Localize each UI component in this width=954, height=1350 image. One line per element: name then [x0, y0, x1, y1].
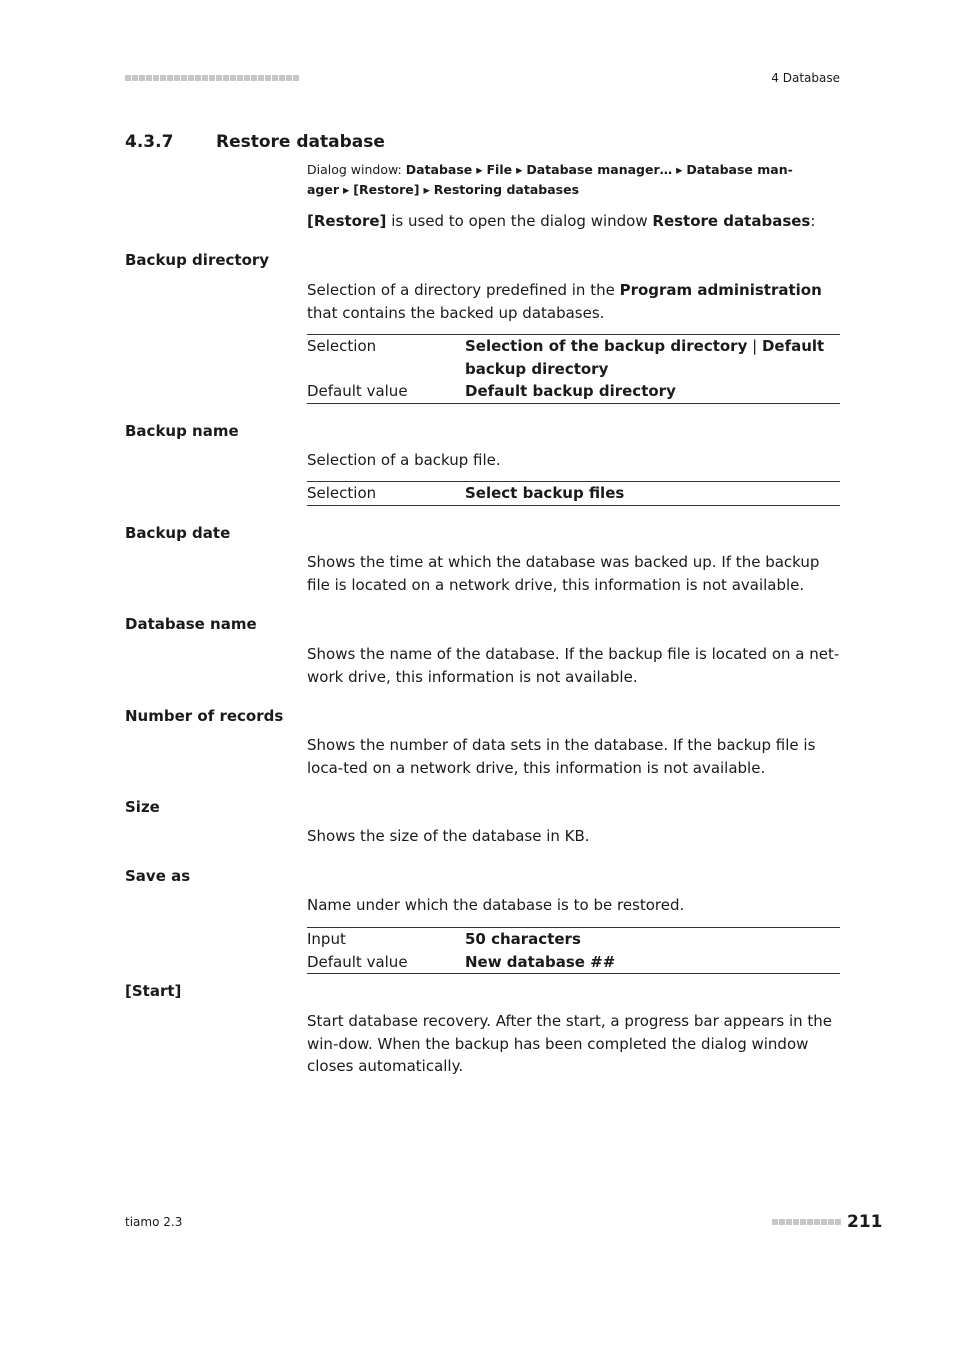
- arrow-icon: ▸: [476, 162, 483, 177]
- page-number: 211: [847, 1212, 883, 1232]
- param-save-as-table: [307, 927, 840, 974]
- param-number-of-records-desc: Shows the number of data sets in the database. If the backup file is loca-ted on a network drive, this information is not available.: [307, 736, 816, 777]
- param-backup-directory-desc: Selection of a directory predefined in the Program administration that contains the backed up databases.: [307, 281, 822, 322]
- param-start-desc: Start database recovery. After the start, a progress bar appears in the win-dow. When the backup has been completed the dialog window closes automatically.: [307, 1012, 832, 1075]
- path-restore: [Restore]: [353, 182, 420, 197]
- param-backup-name: Backup name: [125, 422, 239, 440]
- footer-product: tiamo 2.3: [125, 1215, 183, 1229]
- param-start: [Start]: [125, 982, 182, 1000]
- header-decoration: [125, 75, 299, 81]
- path-database-manager-window-a: Database man-: [686, 162, 793, 177]
- param-backup-date: Backup date: [125, 524, 231, 542]
- param-save-as: Save as: [125, 867, 191, 885]
- table-row: Selection Select backup files: [307, 484, 625, 502]
- section-number: 4.3.7: [125, 132, 174, 152]
- section-title: Restore database: [216, 132, 385, 152]
- path-file: File: [486, 162, 513, 177]
- restore-button-ref: [Restore]: [307, 212, 387, 230]
- table-row: Default value Default backup directory: [307, 382, 676, 400]
- param-database-name-desc: Shows the name of the database. If the backup file is located on a net-work drive, this information is not available.: [307, 645, 840, 686]
- intro-text: [Restore] is used to open the dialog window Restore databases:: [307, 212, 816, 230]
- param-backup-name-table: [307, 481, 840, 506]
- table-row: Selection Selection of the backup directory | Default backup directory: [307, 337, 825, 378]
- dialog-ref: Restore databases: [652, 212, 811, 230]
- path-database-manager-window-b: ager: [307, 182, 340, 197]
- path-restoring-databases: Restoring databases: [433, 182, 580, 197]
- param-backup-directory: Backup directory: [125, 251, 270, 269]
- arrow-icon: ▸: [343, 182, 350, 197]
- param-database-name: Database name: [125, 615, 257, 633]
- param-number-of-records: Number of records: [125, 707, 284, 725]
- param-backup-date-desc: Shows the time at which the database was backed up. If the backup file is located on a network drive, this information is not available.: [307, 553, 820, 594]
- arrow-icon: ▸: [423, 182, 430, 197]
- param-size-desc: Shows the size of the database in KB.: [307, 827, 590, 845]
- path-database: Database: [405, 162, 473, 177]
- param-save-as-desc: Name under which the database is to be restored.: [307, 896, 685, 914]
- footer-decoration: [772, 1219, 841, 1225]
- param-backup-directory-table: [307, 334, 840, 404]
- path-prefix: Dialog window:: [307, 162, 402, 177]
- chapter-header: 4 Database: [771, 71, 840, 85]
- table-row: Input 50 characters: [307, 930, 581, 948]
- arrow-icon: ▸: [676, 162, 683, 177]
- param-size: Size: [125, 798, 160, 816]
- dialog-path: [307, 160, 797, 200]
- param-backup-name-desc: Selection of a backup file.: [307, 451, 501, 469]
- arrow-icon: ▸: [516, 162, 523, 177]
- path-database-manager: Database manager…: [526, 162, 673, 177]
- table-row: Default value New database ##: [307, 952, 616, 971]
- footer-page: [772, 1212, 883, 1232]
